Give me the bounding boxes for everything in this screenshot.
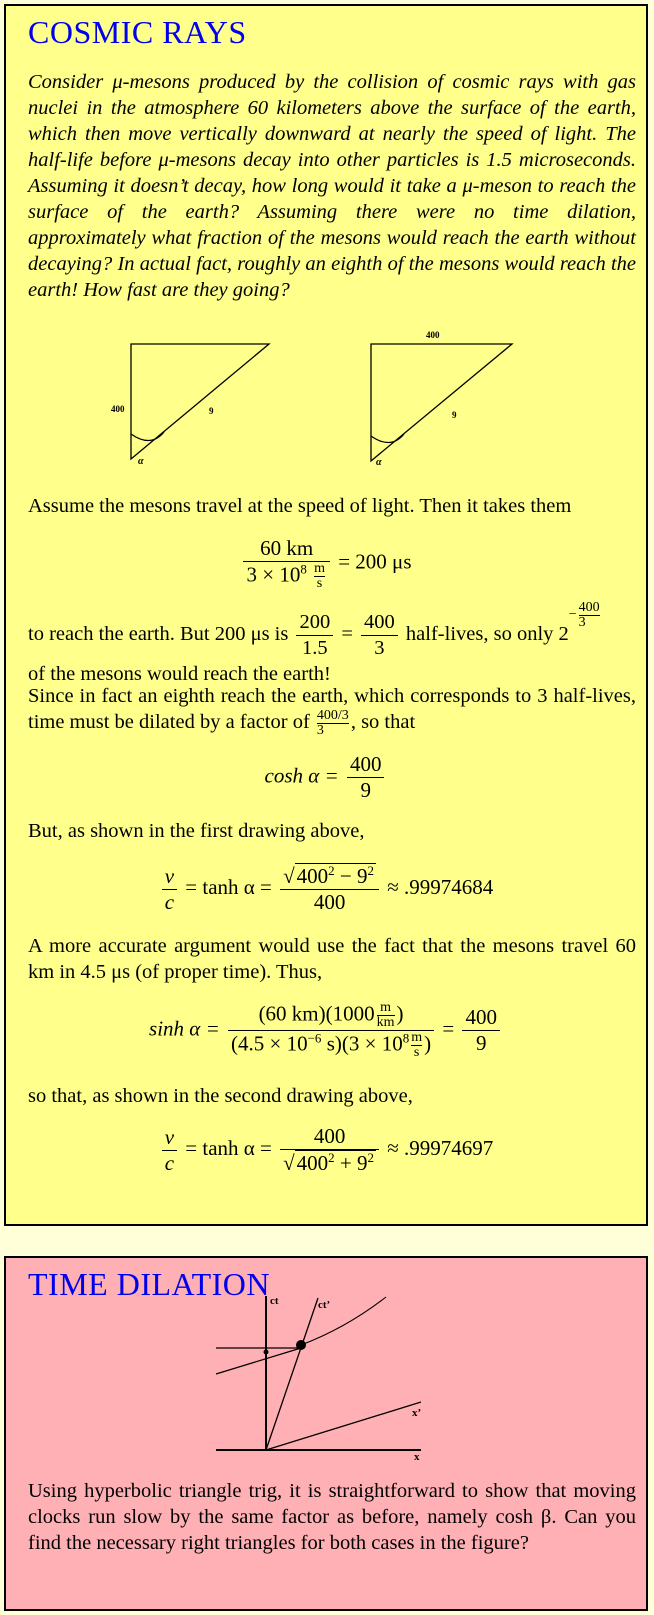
eq4-num-unit-num: m <box>377 1001 395 1016</box>
triangle-figure-2 <box>346 328 526 468</box>
eq3-rhs: ≈ .99974684 <box>387 874 494 899</box>
eq5-den-exp1: 2 <box>328 1150 335 1165</box>
eq1-unit-den: s <box>316 576 323 591</box>
hyp-label: 9 <box>209 406 214 416</box>
p3-f-num: 400/3 <box>316 708 349 723</box>
p3-f-den: 3 <box>316 723 324 738</box>
equation-1 <box>6 536 646 591</box>
eq4-r-num: 400 <box>462 1005 500 1031</box>
eq1-unit-num: m <box>314 561 325 576</box>
p2-c: of the mesons would reach the earth! <box>28 663 331 685</box>
eq3-mid: = tanh α = <box>185 874 272 899</box>
eq1-den: 3 × 10 <box>246 562 301 587</box>
angle-label: α <box>138 456 144 467</box>
section-title: TIME DILATION <box>28 1266 270 1302</box>
ct-prime-label: ct’ <box>318 1299 331 1311</box>
p2-exp-sign: − <box>568 607 577 623</box>
spacetime-diagram <box>206 1288 446 1463</box>
equation-5: $\frac{v}{c}$ = tanh α = $\frac{400}{√400^2 + 9^2}$ ≈ .99974697 <box>6 1124 646 1176</box>
eq5-den-b: + 9 <box>334 1151 368 1175</box>
paragraph-6: so that, as shown in the second drawing above, <box>28 1085 413 1107</box>
eq4-den-unit-num: m <box>411 1030 423 1045</box>
eq1-numerator: 60 km <box>243 536 329 562</box>
eq3-num-exp1: 2 <box>328 863 335 878</box>
p3-a: Since in fact an eighth reach the earth, which corresponds to 3 half-lives, time must be dilated by a factor of <box>28 685 636 734</box>
eq5-mid: = tanh α = <box>185 1135 272 1160</box>
p2-f1-num: 200 <box>296 610 333 636</box>
section-title: COSMIC RAYS <box>28 14 247 50</box>
angle-label: α <box>376 457 382 468</box>
eq5-num: 400 <box>280 1124 379 1150</box>
paragraph-4: But, as shown in the first drawing above, <box>28 820 365 842</box>
eq2-lhs: cosh α = <box>264 763 339 788</box>
eq5-den-a: 400 <box>296 1151 329 1175</box>
eq3-den: 400 <box>313 890 346 914</box>
time-dilation-panel <box>4 1256 648 1611</box>
eq4-num-a: (60 km)(1000 <box>258 1001 375 1026</box>
p2-equals: = <box>341 623 353 646</box>
eq3-num-exp2: 2 <box>367 863 375 878</box>
eq2-num: 400 <box>347 752 385 778</box>
eq4-den-exp2: 8 <box>402 1030 410 1046</box>
eq3-v: v <box>162 864 177 890</box>
eq1-rhs: = 200 μs <box>338 549 412 574</box>
p2-b: half-lives, so only 2 <box>405 623 569 646</box>
paragraph: Using hyperbolic triangle trig, it is straightforward to show that moving clocks run slow by the same factor as before, namely cosh β. Can you find the necessary right triangles for both cases in the figure? <box>28 1480 636 1554</box>
p2-f1-den: 1.5 <box>302 637 328 659</box>
eq4-num-b: ) <box>396 1001 404 1026</box>
p2-f2-num: 400 <box>361 610 398 636</box>
eq5-den-exp2: 2 <box>367 1150 375 1165</box>
eq2-den: 9 <box>360 778 371 802</box>
p2-exp-den: 3 <box>578 614 586 630</box>
eq4-equals: = <box>442 1016 455 1041</box>
eq3-num-b: − 9 <box>334 864 368 888</box>
equation-3: $\frac{v}{c}$ = tanh α = $\frac{√400^2 - 9^2}{400}$ ≈ .99974684 <box>6 863 646 915</box>
eq3-c: c <box>164 889 175 914</box>
triangle-figure-1 <box>106 336 286 466</box>
eq1-den-exp: 8 <box>300 561 307 577</box>
eq3-num-a: 400 <box>296 864 329 888</box>
equation-2 <box>6 752 646 803</box>
eq4-r-den: 9 <box>475 1031 487 1055</box>
side-label: 400 <box>111 404 125 414</box>
equation-4 <box>6 1001 646 1060</box>
eq4-den-b: s)(3 × 10 <box>321 1031 403 1056</box>
p2-a: to reach the earth. But 200 μs is <box>28 623 289 646</box>
eq5-rhs: ≈ .99974697 <box>387 1135 494 1160</box>
x-prime-label: x’ <box>412 1407 422 1419</box>
paragraph-5: A more accurate argument would use the fact that the mesons travel 60 km in 4.5 μs (of proper time). Thus, <box>28 935 636 983</box>
eq4-den-a: (4.5 × 10 <box>231 1031 308 1056</box>
p2-f2-den: 3 <box>374 637 385 659</box>
eq5-c: c <box>164 1150 175 1175</box>
paragraph-2 <box>28 599 636 687</box>
hyp-label: 9 <box>452 410 457 420</box>
paragraph-1: Assume the mesons travel at the speed of light. Then it takes them <box>28 495 572 517</box>
eq4-lhs: sinh α = <box>149 1016 220 1041</box>
eq5-v: v <box>162 1125 177 1151</box>
cosmic-rays-panel <box>4 4 648 1226</box>
side-label: 400 <box>426 330 440 340</box>
problem-text: Consider μ-mesons produced by the collision of cosmic rays with gas nuclei in the atmosphere 60 kilometers above the surface of the earth, which then move vertically downward at nearly the speed of light. The half-life before μ-mesons decay into other particles is 1.5 microseconds. Assuming it doesn’t decay, how long would it take a μ-meson to reach the surface of the earth? Assuming there were no time dilation, approximately what fraction of the mesons would reach the earth without decaying? In actual fact, roughly an eighth of the mesons would reach the earth! How fast are they going? <box>28 71 636 301</box>
eq4-den-c: ) <box>424 1031 432 1056</box>
eq4-den-unit-den: s <box>413 1045 420 1060</box>
x-label: x <box>414 1451 420 1463</box>
eq4-den-exp1: −6 <box>307 1030 322 1046</box>
p2-exp-num: 400 <box>578 599 600 615</box>
p3-b: , so that <box>350 711 416 734</box>
paragraph-3 <box>28 683 636 738</box>
eq4-num-unit-den: km <box>376 1015 395 1030</box>
ct-label: ct <box>270 1295 279 1307</box>
